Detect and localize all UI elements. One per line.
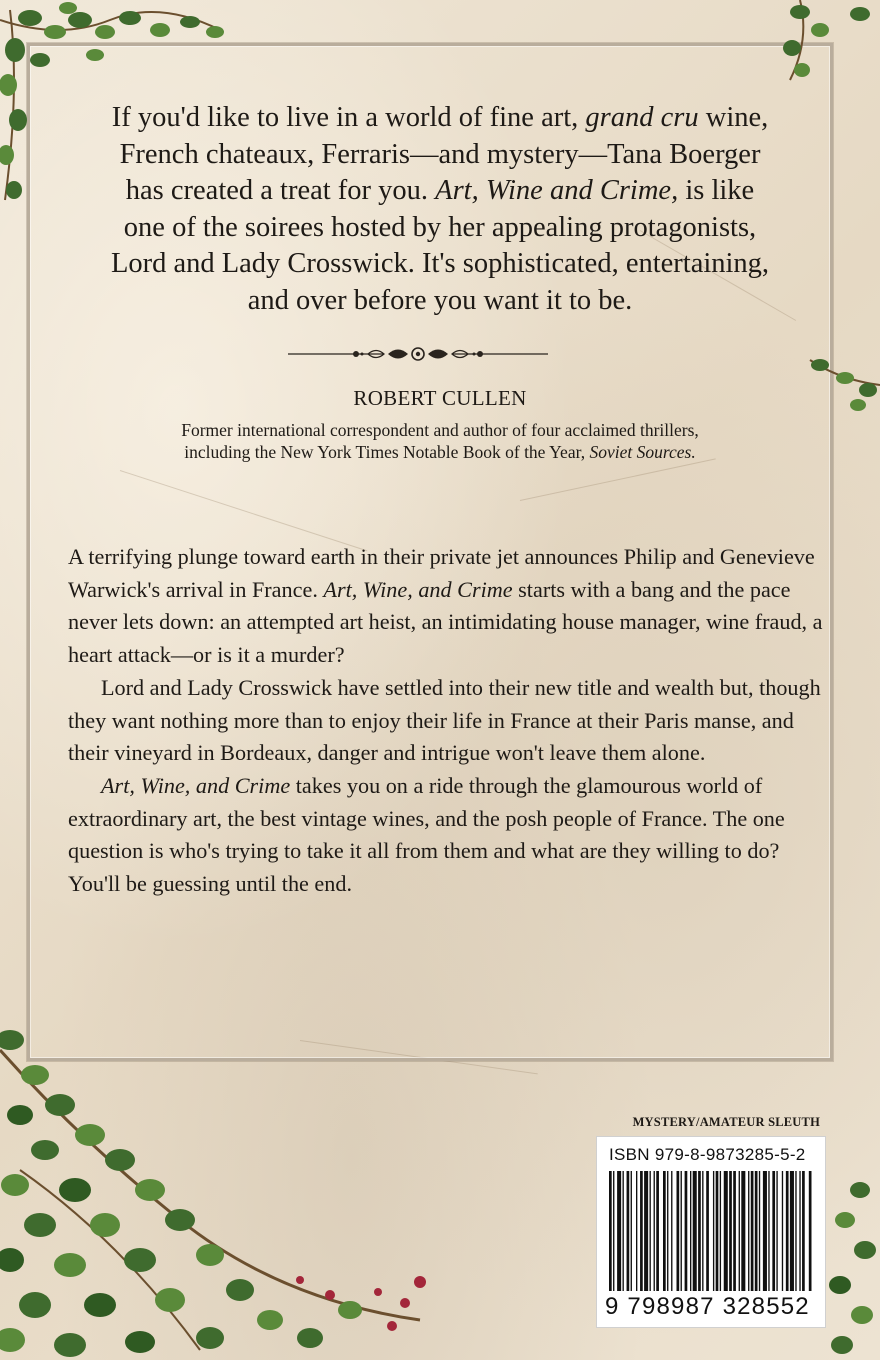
barcode-bar (720, 1171, 721, 1291)
barcode-bar (698, 1171, 701, 1291)
blurb-text: A terrifying plunge toward earth in their private jet announces Philip and Genevieve Warwick's arrival in France. (68, 544, 815, 602)
barcode-bar (644, 1171, 648, 1291)
barcode-bar (671, 1171, 672, 1291)
barcode-bar (677, 1171, 680, 1291)
barcode-bar (627, 1171, 630, 1291)
barcode-bar (650, 1171, 651, 1291)
barcode-bar (786, 1171, 789, 1291)
quote-text: and over before you want it to be. (247, 284, 633, 316)
quote-text: one of the soirees hosted by her appealing protagonists, (123, 211, 757, 243)
ornament-divider (288, 343, 548, 365)
barcode-icon (607, 1171, 815, 1295)
barcode-bar (667, 1171, 668, 1291)
barcode-bar (681, 1171, 682, 1291)
endorser-name: ROBERT CULLEN (353, 386, 527, 410)
barcode-bar (702, 1171, 703, 1291)
barcode-bar (802, 1171, 805, 1291)
blurb-paragraph-1 (68, 541, 828, 672)
isbn-barcode-box (596, 1136, 826, 1328)
bio-text: including the New York Times Notable Book of the Year, (184, 442, 590, 462)
quote-text: Lord and Lady Crosswick. It's sophisticated, entertaining, (110, 248, 770, 279)
quote-text: French chateaux, Ferraris—and mystery—Tana Boerger (119, 138, 761, 170)
genre-category: MYSTERY/AMATEUR SLEUTH (632, 1115, 820, 1129)
barcode-bar (799, 1171, 800, 1291)
barcode-bar (809, 1171, 812, 1291)
barcode-bar (640, 1171, 643, 1291)
book-blurb (68, 541, 828, 901)
barcode-bar (693, 1171, 697, 1291)
blurb-italic: Art, Wine, and Crime (101, 772, 291, 798)
blurb-paragraph-2: Lord and Lady Crosswick have settled into their new title and wealth but, though they want nothing more than to enjoy their life in France at their Paris manse, and their vineyard in Bordeaux, danger and intrigue won't leave them alone. (68, 674, 821, 766)
ivy-bottom-right-icon (820, 1170, 880, 1360)
barcode-bar (613, 1171, 614, 1291)
barcode-bar (656, 1171, 659, 1291)
barcode-bar (751, 1171, 754, 1291)
barcode-bar (790, 1171, 794, 1291)
bio-italic: Soviet Sources. (589, 442, 696, 462)
quote-text: is like (678, 175, 755, 206)
barcode-bar (617, 1171, 621, 1291)
barcode-bar (663, 1171, 666, 1291)
barcode-bar (729, 1171, 732, 1291)
barcode-bar (782, 1171, 783, 1291)
barcode-bar (724, 1171, 728, 1291)
barcode-bar (706, 1171, 709, 1291)
quote-text: If you'd like to live in a world of fine art, (111, 102, 586, 133)
barcode-bar (748, 1171, 749, 1291)
barcode-bar (623, 1171, 624, 1291)
barcode-bar (733, 1171, 736, 1291)
barcode-bar (741, 1171, 745, 1291)
bio-text: Former international correspondent and author of four acclaimed thrillers, (181, 420, 699, 440)
barcode-bar (759, 1171, 760, 1291)
blurb-paragraph-3 (68, 770, 828, 901)
barcode-bar (795, 1171, 796, 1291)
quote-italic: grand cru (585, 102, 699, 133)
barcode-bar (685, 1171, 688, 1291)
barcode-bar (755, 1171, 758, 1291)
barcode-bar (690, 1171, 691, 1291)
barcode-bar (636, 1171, 637, 1291)
quote-italic: Art, Wine and Crime, (435, 175, 679, 206)
barcode-bar (713, 1171, 714, 1291)
barcode-bar (739, 1171, 740, 1291)
barcode-bar (654, 1171, 655, 1291)
barcode-bar (768, 1171, 769, 1291)
endorser-bio (90, 419, 790, 463)
ivy-bottom-left-icon (0, 1020, 450, 1360)
endorsement-quote (60, 100, 820, 319)
barcode-bar (776, 1171, 777, 1291)
blurb-text: starts with a bang and the pace never lets down: an attempted art heist, an intimidating house manager, wine fraud, a heart attack—or is it a murder? (68, 576, 823, 668)
isbn-label: ISBN 979-8-9873285-5-2 (609, 1145, 806, 1164)
barcode-bar (772, 1171, 775, 1291)
quote-text: wine, (698, 102, 769, 133)
blurb-italic: Art, Wine, and Crime (323, 576, 513, 602)
barcode-bar (609, 1171, 612, 1291)
barcode-digits: 9 798987 328552 (605, 1293, 810, 1320)
barcode-bar (631, 1171, 632, 1291)
quote-text: has created a treat for you. (125, 175, 436, 206)
blurb-text: takes you on a ride through the glamourous world of extraordinary art, the best vintage wines, and the posh people of France. The one question is who's trying to take it all from them and what are they willing to do? You'll be guessing until the end. (68, 772, 785, 897)
barcode-bar (763, 1171, 767, 1291)
barcode-bar (716, 1171, 719, 1291)
